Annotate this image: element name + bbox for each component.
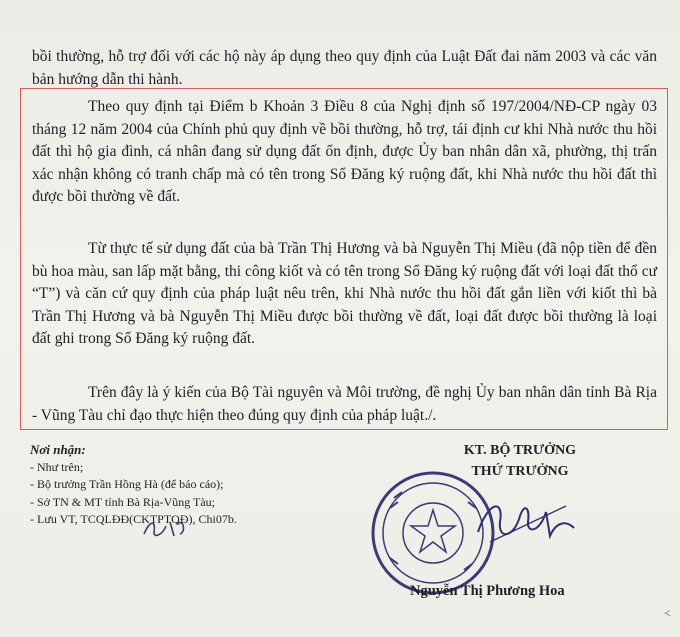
recipients-heading: Nơi nhận: xyxy=(30,442,86,457)
paragraph-1: Theo quy định tại Điểm b Khoản 3 Điều 8 của Nghị định số 197/2004/NĐ-CP ngày 03 tháng 12 năm 2004 của Chính phủ quy định về bồi thường, hỗ trợ, tái định cư khi Nhà nước thu hồi đất thì hộ gia đình, cá nhân đang sử dụng đất ổn định, được Ủy ban nhân dân xã, phường, thị trấn xác nhận không có tranh chấp mà có tên trong Sổ Đăng ký ruộng đất, khi Nhà nước thu hồi đất thì được bồi thường về đất. xyxy=(32,98,657,206)
paragraph-2: Từ thực tế sử dụng đất của bà Trần Thị Hương và bà Nguyễn Thị Miều (đã nộp tiền để đền bù hoa màu, san lấp mặt bằng, thi công kiốt và có tên trong Sổ Đăng ký ruộng đất với loại đất thổ cư “T”) và căn cứ quy định của pháp luật nêu trên, khi Nhà nước thu hồi đất gắn liền với kiốt thì bà Trần Thị Hương và bà Nguyễn Thị Miều được bồi thường về đất, loại đất được bồi thường là loại đất ghi trong Sổ Đăng ký ruộng đất. xyxy=(32,240,657,348)
paragraph-3: Trên đây là ý kiến của Bộ Tài nguyên và Môi trường, đề nghị Ủy ban nhân dân tỉnh Bà Rịa - Vũng Tàu chỉ đạo thực hiện theo đúng quy định của pháp luật./. xyxy=(32,384,657,424)
edge-mark: < xyxy=(664,606,671,620)
intro-paragraph: bồi thường, hỗ trợ đối với các hộ này áp dụng theo quy định của Luật Đất đai năm 2003 và các văn bản hướng dẫn thi hành. xyxy=(32,48,657,88)
recipient-item: - Bộ trưởng Trần Hồng Hà (để báo cáo); xyxy=(30,477,224,491)
signer-name: Nguyễn Thị Phương Hoa xyxy=(410,583,565,599)
signer-subtitle: THỨ TRƯỞNG xyxy=(471,464,569,479)
recipient-item: - Lưu VT, TCQLĐĐ(CKTPTQĐ), Chi07b. xyxy=(30,512,237,526)
handwritten-signature xyxy=(470,492,580,552)
signer-title: KT. BỘ TRƯỞNG xyxy=(463,443,577,458)
recipient-item: - Như trên; xyxy=(30,459,84,474)
recipient-item: - Sở TN & MT tỉnh Bà Rịa-Vũng Tàu; xyxy=(30,494,216,509)
initials-mark xyxy=(140,512,220,542)
